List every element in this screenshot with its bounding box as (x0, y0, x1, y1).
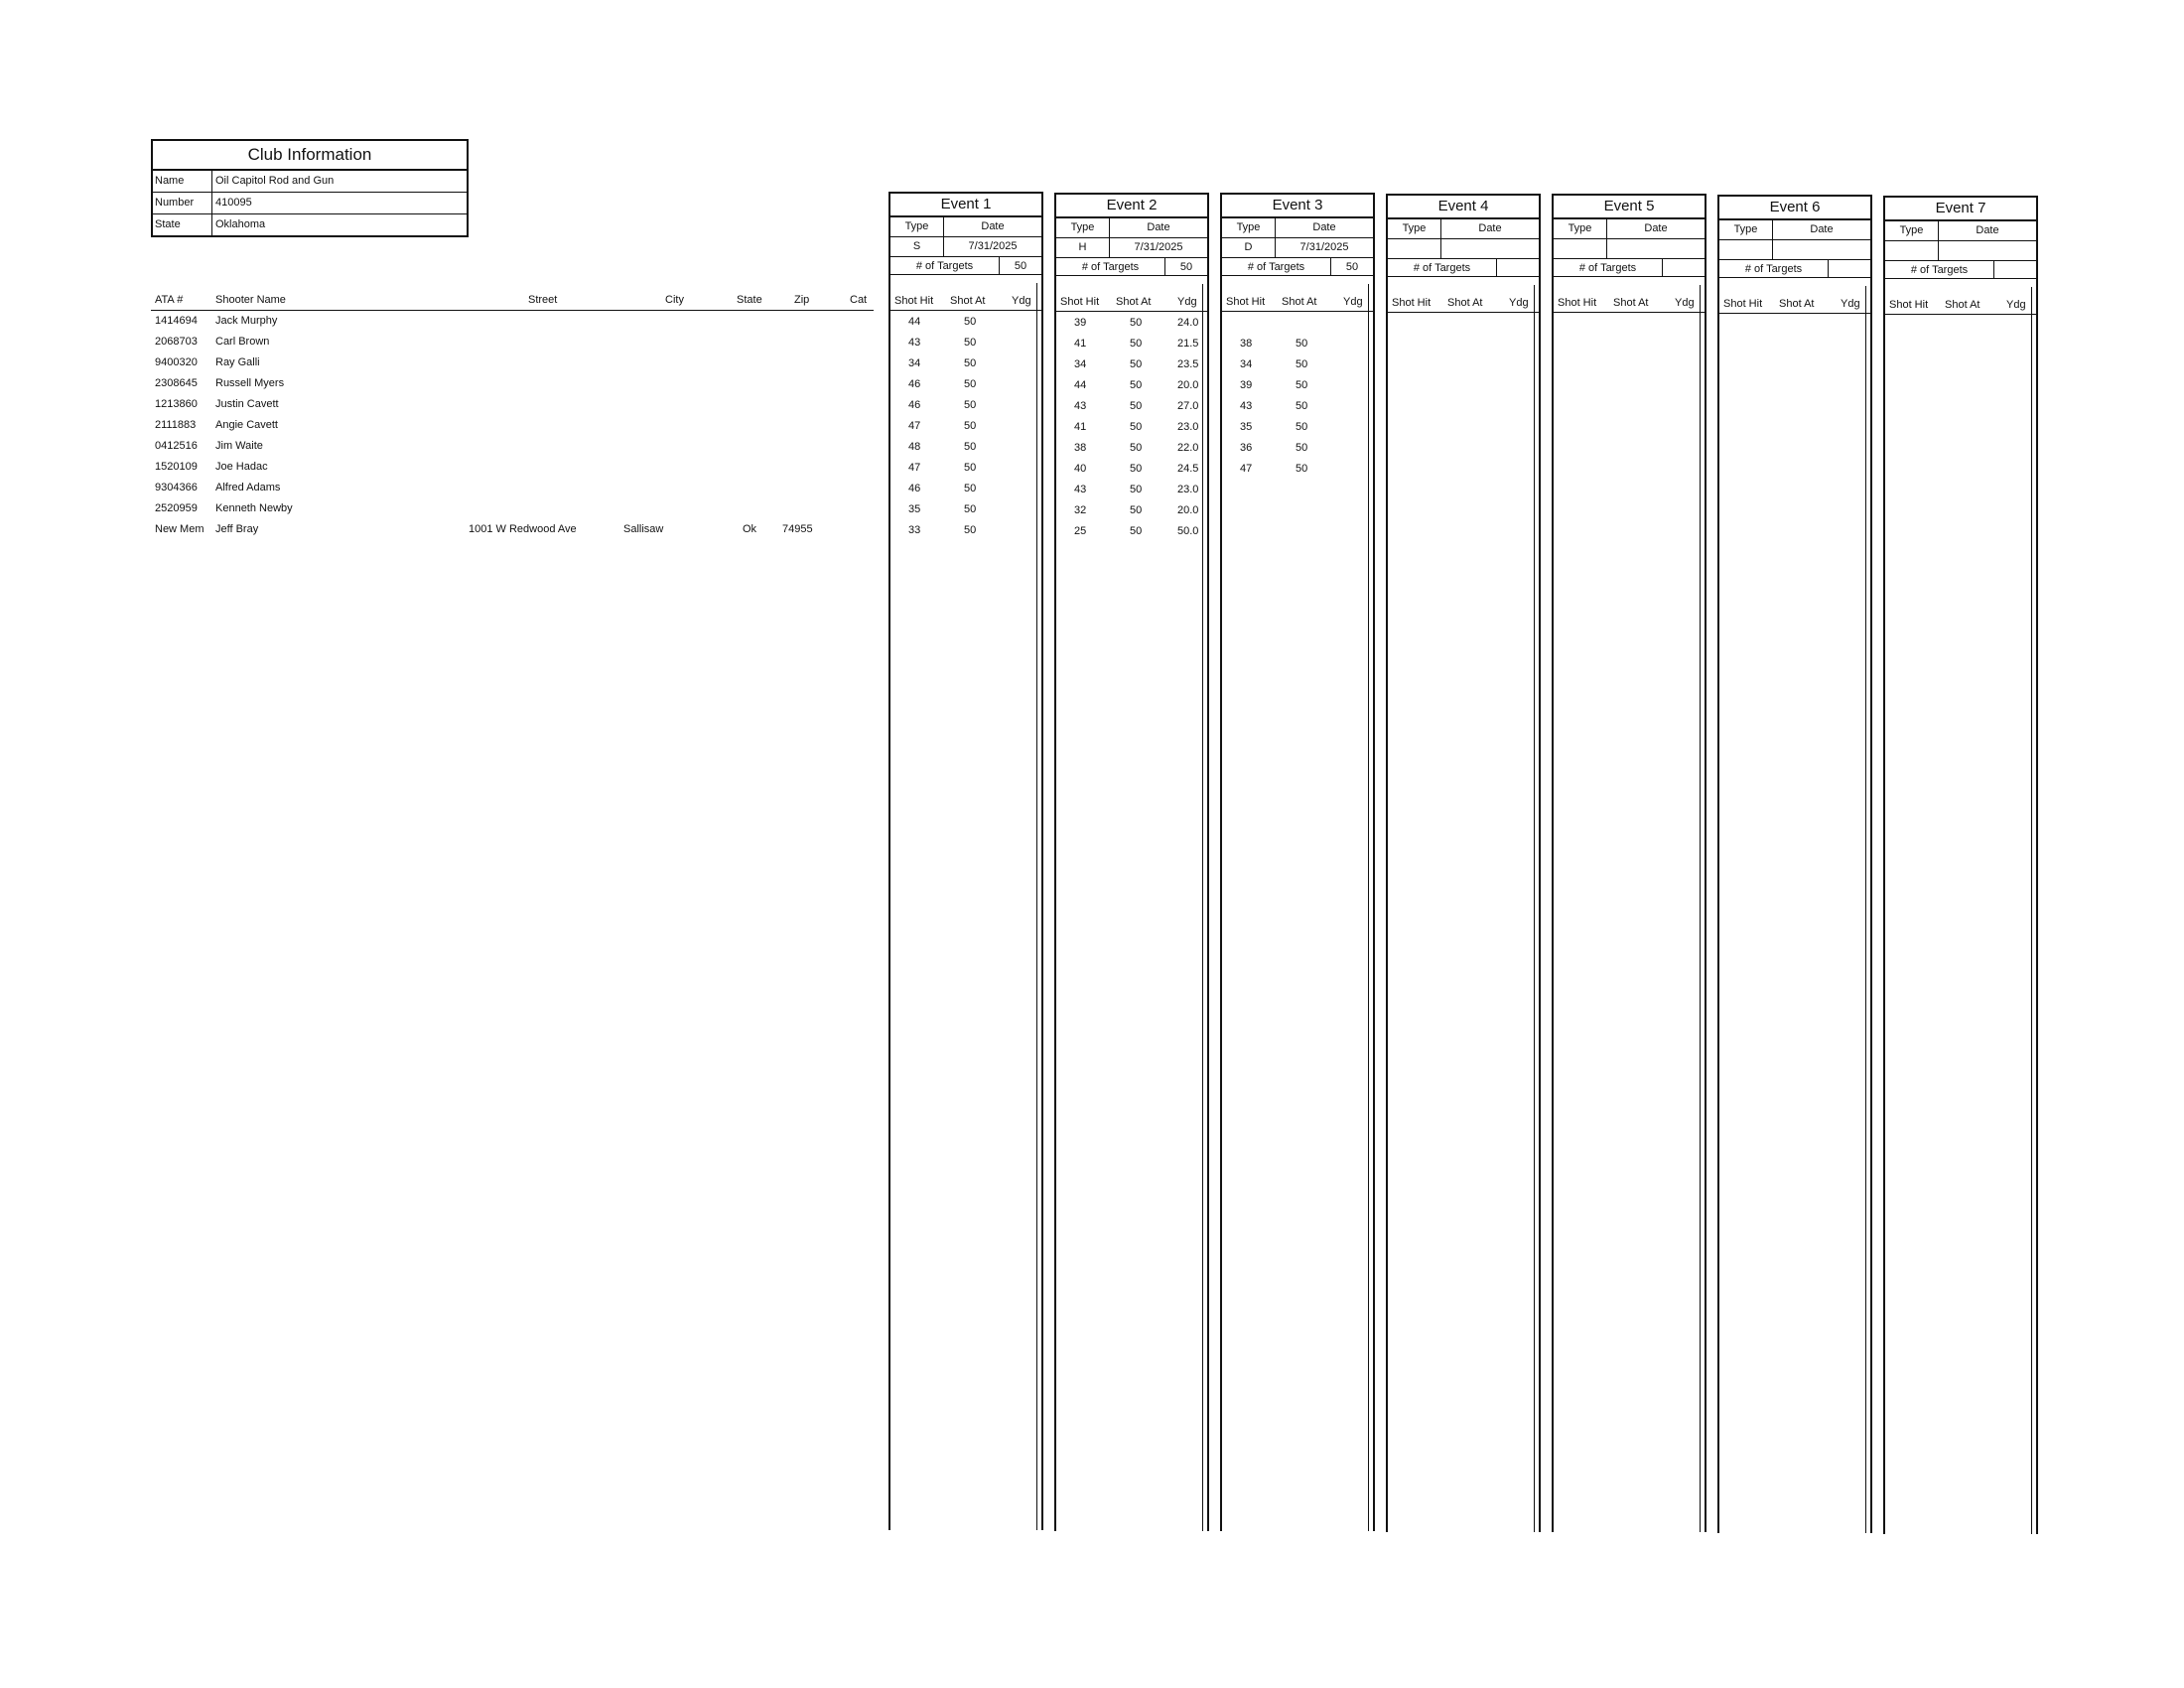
event-date-value: 7/31/2025 (1134, 240, 1183, 253)
score-row (1054, 521, 1209, 542)
shot-at-header: Shot At (1779, 298, 1815, 310)
event-targets-value (1663, 259, 1705, 277)
ata-header: ATA # (155, 294, 184, 306)
event-type-date-values (1056, 238, 1207, 258)
shooter-ata: 0412516 (155, 440, 198, 452)
shot-at-value: 50 (964, 462, 977, 474)
ydg-value: 20.0 (1177, 503, 1199, 516)
cat-header: Cat (850, 294, 868, 306)
shot-at-value: 50 (1130, 378, 1143, 391)
ydg-value: 27.0 (1177, 399, 1199, 412)
targets-label: # of Targets (1719, 260, 1829, 278)
targets-label: # of Targets (1222, 258, 1331, 276)
event-title: Event 6 (1719, 197, 1870, 220)
shooter-row (151, 519, 874, 540)
event-column-headers (1220, 293, 1375, 312)
shooter-name: Kenneth Newby (215, 502, 293, 514)
event-type-value: S (890, 237, 944, 256)
shot-at-value: 50 (1130, 462, 1143, 475)
event-title: Event 3 (1222, 195, 1373, 218)
shooter-row (151, 478, 874, 498)
shooter-row (151, 394, 874, 415)
event-targets-value (1497, 259, 1539, 277)
score-row (888, 374, 1043, 395)
shooter-row (151, 373, 874, 394)
shooter-name: Carl Brown (215, 336, 270, 348)
targets-label: # of Targets (1554, 259, 1663, 277)
shot-at-value: 50 (964, 357, 977, 369)
shooter-state: Ok (743, 523, 757, 535)
ydg-header: Ydg (1509, 296, 1529, 309)
shot-at-value: 50 (964, 399, 977, 411)
date-label: Date (1810, 223, 1834, 235)
shot-at-value: 50 (1130, 337, 1143, 350)
event-panel (1883, 196, 2038, 1534)
shooter-zip: 74955 (782, 523, 813, 535)
event-date-value (1939, 241, 2036, 260)
ydg-value: 24.5 (1177, 462, 1199, 475)
shooter-row (151, 332, 874, 352)
shot-at-header: Shot At (1282, 296, 1317, 309)
event-header-box (1552, 194, 1706, 277)
event-right-border (1539, 194, 1541, 1532)
date-label: Date (1478, 221, 1502, 234)
shot-at-value: 50 (964, 524, 977, 536)
shot-hit-header: Shot Hit (1392, 296, 1432, 309)
targets-label: # of Targets (1388, 259, 1497, 277)
shooter-ata: 2520959 (155, 502, 198, 514)
type-label: Type (890, 217, 944, 236)
type-label: Type (1719, 220, 1773, 239)
shooter-row (151, 436, 874, 457)
event-type-date-labels (890, 217, 1041, 237)
shot-at-header: Shot At (1945, 298, 1980, 311)
type-label: Type (1056, 218, 1110, 237)
shot-at-value: 50 (1130, 524, 1143, 537)
event-inner-border (1865, 286, 1867, 1533)
event-column-headers (1883, 296, 2038, 315)
shooter-name: Jeff Bray (215, 523, 259, 535)
score-row (1220, 334, 1375, 354)
type-label: Type (1885, 221, 1939, 240)
event-type-date-labels (1388, 219, 1539, 239)
shooter-ata: New Mem (155, 523, 205, 535)
shooter-name: Justin Cavett (215, 398, 279, 410)
event-targets-value: 50 (1165, 258, 1207, 276)
shooter-row (151, 415, 874, 436)
event-targets-value: 50 (1000, 257, 1041, 275)
ydg-value: 24.0 (1177, 316, 1199, 329)
shooter-ata: 9400320 (155, 356, 198, 368)
event-title: Event 4 (1388, 196, 1539, 219)
ydg-header: Ydg (1343, 296, 1363, 309)
event-type-value: D (1222, 238, 1276, 257)
event-header-box (1883, 196, 2038, 279)
club-state-row (153, 214, 467, 235)
event-left-border (1717, 195, 1719, 1533)
event-type-value (1554, 239, 1607, 258)
event-score-rows (888, 312, 1043, 541)
shot-at-value: 50 (964, 441, 977, 453)
event-targets-row (1388, 259, 1539, 277)
ydg-value: 20.0 (1177, 378, 1199, 391)
shot-hit-value: 44 (908, 316, 921, 328)
event-right-border (1705, 194, 1706, 1532)
shot-hit-value: 47 (1240, 463, 1253, 476)
score-row (1054, 334, 1209, 354)
club-name-value: Oil Capitol Rod and Gun (215, 175, 335, 187)
event-type-date-labels (1719, 220, 1870, 240)
club-number-value: 410095 (215, 197, 252, 209)
shot-at-value: 50 (1130, 357, 1143, 370)
date-label: Date (1644, 222, 1668, 235)
ydg-header: Ydg (2006, 298, 2026, 311)
shot-at-value: 50 (1296, 400, 1308, 413)
shooter-street: 1001 W Redwood Ave (469, 523, 577, 535)
event-type-date-values (1554, 239, 1705, 259)
shooter-ata: 1414694 (155, 315, 198, 327)
shot-hit-value: 44 (1074, 378, 1087, 391)
event-title: Event 5 (1554, 196, 1705, 219)
shot-hit-value: 43 (1074, 399, 1087, 412)
shot-at-value: 50 (964, 420, 977, 432)
shooter-name: Joe Hadac (215, 461, 268, 473)
ydg-header: Ydg (1841, 298, 1860, 310)
shot-hit-value: 46 (908, 378, 921, 390)
shot-at-value: 50 (1296, 358, 1308, 371)
score-row (888, 395, 1043, 416)
shot-at-value: 50 (1130, 420, 1143, 433)
club-number-label: Number (153, 193, 212, 213)
event-targets-row (1222, 258, 1373, 276)
street-header: Street (528, 294, 558, 306)
shooter-name: Ray Galli (215, 356, 260, 368)
shot-at-header: Shot At (1116, 295, 1152, 308)
shot-hit-value: 48 (908, 441, 921, 453)
score-row (1220, 417, 1375, 438)
shot-hit-value: 36 (1240, 442, 1253, 455)
club-information-box (151, 139, 469, 237)
event-type-date-values (890, 237, 1041, 257)
shot-hit-value: 43 (1240, 400, 1253, 413)
shooter-table-header (151, 294, 874, 311)
shot-hit-value: 25 (1074, 524, 1087, 537)
shooter-row (151, 498, 874, 519)
event-column-headers (1552, 294, 1706, 313)
score-row (1220, 313, 1375, 334)
shot-hit-value: 35 (908, 503, 921, 515)
score-row (1220, 459, 1375, 480)
score-row (1054, 438, 1209, 459)
shot-hit-header: Shot Hit (1889, 298, 1929, 311)
shooter-ata: 2111883 (155, 419, 197, 431)
score-row (1220, 354, 1375, 375)
club-name-label: Name (153, 171, 212, 192)
shooter-name: Alfred Adams (215, 482, 281, 493)
shooter-ata: 1520109 (155, 461, 198, 473)
event-panel (1054, 193, 1209, 1531)
event-type-value: H (1056, 238, 1110, 257)
shot-hit-value: 32 (1074, 503, 1087, 516)
shot-at-value: 50 (964, 503, 977, 515)
event-inner-border (1534, 285, 1536, 1532)
event-score-rows (1054, 313, 1209, 542)
date-label: Date (1976, 223, 1999, 236)
shooter-ata: 2068703 (155, 336, 198, 348)
score-row (1054, 313, 1209, 334)
ydg-value: 23.5 (1177, 357, 1199, 370)
shooter-ata: 9304366 (155, 482, 198, 493)
score-row (888, 520, 1043, 541)
event-header-box (888, 192, 1043, 275)
score-row (1054, 354, 1209, 375)
event-type-date-values (1222, 238, 1373, 258)
event-targets-row (890, 257, 1041, 275)
shot-hit-value: 46 (908, 483, 921, 494)
shot-at-value: 50 (1296, 463, 1308, 476)
score-row (888, 437, 1043, 458)
score-row (888, 353, 1043, 374)
targets-label: # of Targets (1885, 261, 1994, 279)
shot-hit-value: 34 (908, 357, 921, 369)
shot-hit-value: 47 (908, 462, 921, 474)
event-title: Event 2 (1056, 195, 1207, 218)
score-row (888, 333, 1043, 353)
ydg-value: 50.0 (1177, 524, 1199, 537)
event-targets-row (1885, 261, 2036, 279)
shot-at-value: 50 (1130, 441, 1143, 454)
event-type-date-labels (1885, 221, 2036, 241)
event-header-box (1717, 195, 1872, 278)
shot-at-value: 50 (1130, 503, 1143, 516)
ydg-value: 23.0 (1177, 420, 1199, 433)
shot-at-value: 50 (1130, 483, 1143, 495)
event-panel (1552, 194, 1706, 1532)
event-inner-border (1700, 285, 1702, 1532)
ydg-value: 22.0 (1177, 441, 1199, 454)
shooter-row (151, 311, 874, 332)
event-type-date-values (1719, 240, 1870, 260)
state-header: State (737, 294, 762, 306)
event-date-value (1773, 240, 1870, 259)
score-row (1220, 375, 1375, 396)
event-right-border (1870, 195, 1872, 1533)
shot-hit-value: 43 (908, 337, 921, 349)
date-label: Date (981, 220, 1005, 232)
score-row (1220, 438, 1375, 459)
event-type-value (1885, 241, 1939, 260)
date-label: Date (1147, 220, 1170, 233)
club-state-label: State (153, 214, 212, 235)
shot-hit-value: 41 (1074, 420, 1087, 433)
event-panel (1386, 194, 1541, 1532)
event-left-border (1386, 194, 1388, 1532)
shot-at-value: 50 (1130, 399, 1143, 412)
score-row (888, 479, 1043, 499)
score-row (1054, 500, 1209, 521)
shot-hit-header: Shot Hit (1226, 296, 1266, 309)
shot-at-value: 50 (1130, 316, 1143, 329)
event-type-value (1719, 240, 1773, 259)
score-row (1054, 480, 1209, 500)
event-type-value (1388, 239, 1441, 258)
shot-at-value: 50 (964, 483, 977, 494)
event-targets-row (1554, 259, 1705, 277)
shooter-name: Russell Myers (215, 377, 285, 389)
club-name-row (153, 171, 467, 193)
event-date-value (1441, 239, 1539, 258)
shot-hit-value: 35 (1240, 421, 1253, 434)
score-row (888, 458, 1043, 479)
event-score-rows (1220, 313, 1375, 480)
event-header-box (1054, 193, 1209, 276)
event-type-date-labels (1554, 219, 1705, 239)
ydg-header: Ydg (1012, 295, 1031, 307)
shooter-name: Jim Waite (215, 440, 263, 452)
event-header-box (1386, 194, 1541, 277)
shot-hit-value: 39 (1074, 316, 1087, 329)
type-label: Type (1222, 218, 1276, 237)
shot-hit-value: 38 (1074, 441, 1087, 454)
event-left-border (1552, 194, 1554, 1532)
score-row (888, 416, 1043, 437)
event-type-date-labels (1056, 218, 1207, 238)
event-targets-row (1719, 260, 1870, 278)
event-panel (888, 192, 1043, 1530)
score-row (1054, 396, 1209, 417)
shot-hit-value: 40 (1074, 462, 1087, 475)
shooter-name: Jack Murphy (215, 315, 278, 327)
shot-hit-value: 33 (908, 524, 921, 536)
score-row (1054, 459, 1209, 480)
event-header-box (1220, 193, 1375, 276)
shot-at-value: 50 (1296, 421, 1308, 434)
targets-label: # of Targets (890, 257, 1000, 275)
event-targets-value (1829, 260, 1870, 278)
shot-at-value: 50 (964, 337, 977, 349)
shot-hit-header: Shot Hit (1060, 295, 1100, 308)
city-header: City (665, 294, 684, 306)
ydg-header: Ydg (1177, 295, 1197, 308)
ydg-value: 21.5 (1177, 337, 1199, 350)
score-row (888, 499, 1043, 520)
shot-at-value: 50 (964, 378, 977, 390)
shot-at-value: 50 (1296, 379, 1308, 392)
shot-at-value: 50 (1296, 442, 1308, 455)
shooter-table (151, 294, 874, 540)
event-column-headers (1386, 294, 1541, 313)
event-date-value: 7/31/2025 (968, 240, 1018, 252)
event-panel (1717, 195, 1872, 1533)
shooter-name: Angie Cavett (215, 419, 278, 431)
shot-at-header: Shot At (950, 295, 986, 307)
event-targets-row (1056, 258, 1207, 276)
event-right-border (2036, 196, 2038, 1534)
event-inner-border (2031, 287, 2033, 1534)
type-label: Type (1388, 219, 1441, 238)
event-title: Event 1 (890, 194, 1041, 217)
shot-at-value: 50 (1296, 338, 1308, 351)
date-label: Date (1312, 221, 1336, 234)
shooter-row (151, 457, 874, 478)
shot-hit-value: 38 (1240, 338, 1253, 351)
shot-hit-value: 34 (1240, 358, 1253, 371)
club-number-row (153, 193, 467, 214)
shot-at-value: 50 (964, 316, 977, 328)
event-panel (1220, 193, 1375, 1531)
zip-header: Zip (794, 294, 810, 306)
score-row (1220, 396, 1375, 417)
ydg-header: Ydg (1675, 297, 1695, 310)
club-information-title: Club Information (153, 141, 467, 171)
shooter-name-header: Shooter Name (215, 294, 286, 306)
shooter-city: Sallisaw (623, 523, 664, 535)
event-column-headers (1054, 293, 1209, 312)
event-date-value (1607, 239, 1705, 258)
ydg-value: 23.0 (1177, 483, 1199, 495)
event-targets-value (1994, 261, 2036, 279)
shot-at-header: Shot At (1613, 297, 1649, 310)
event-targets-value: 50 (1331, 258, 1373, 276)
event-title: Event 7 (1885, 198, 2036, 221)
targets-label: # of Targets (1056, 258, 1165, 276)
shot-hit-value: 47 (908, 420, 921, 432)
shooter-row (151, 352, 874, 373)
shot-hit-value: 39 (1240, 379, 1253, 392)
club-state-value: Oklahoma (215, 218, 266, 230)
shot-hit-header: Shot Hit (1558, 297, 1597, 310)
shot-at-header: Shot At (1447, 296, 1483, 309)
shot-hit-value: 46 (908, 399, 921, 411)
score-row (888, 312, 1043, 333)
event-date-value: 7/31/2025 (1299, 241, 1349, 254)
shot-hit-value: 41 (1074, 337, 1087, 350)
event-type-date-values (1388, 239, 1539, 259)
event-type-date-labels (1222, 218, 1373, 238)
event-column-headers (1717, 295, 1872, 314)
shot-hit-value: 34 (1074, 357, 1087, 370)
event-left-border (1883, 196, 1885, 1534)
shot-hit-value: 43 (1074, 483, 1087, 495)
score-row (1054, 417, 1209, 438)
shooter-ata: 2308645 (155, 377, 198, 389)
shot-hit-header: Shot Hit (894, 295, 934, 307)
shooter-ata: 1213860 (155, 398, 198, 410)
shot-hit-header: Shot Hit (1723, 298, 1763, 310)
event-type-date-values (1885, 241, 2036, 261)
type-label: Type (1554, 219, 1607, 238)
event-column-headers (888, 292, 1043, 311)
score-row (1054, 375, 1209, 396)
